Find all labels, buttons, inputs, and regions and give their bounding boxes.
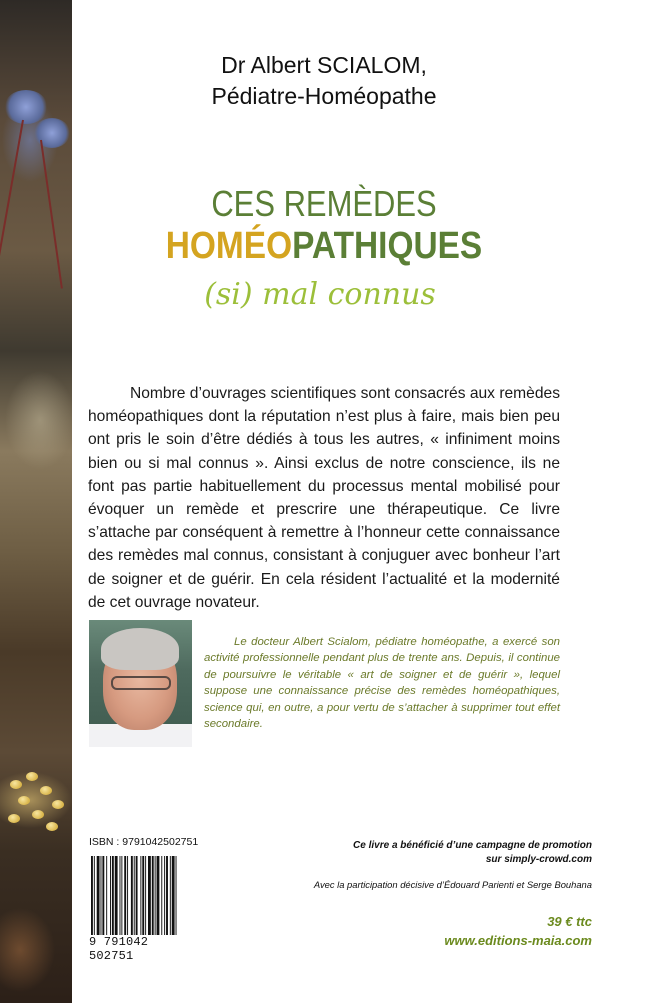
- barcode-bar: [136, 856, 138, 936]
- promo-line-2: sur simply-crowd.com: [485, 854, 592, 865]
- pellet: [26, 772, 38, 781]
- title-homeo: HOMÉO: [165, 225, 293, 267]
- barcode-bar: [106, 856, 107, 936]
- herb-stem: [0, 120, 24, 298]
- barcode-bar: [140, 856, 141, 936]
- barcode-bar: [102, 856, 104, 936]
- title-pathiques: PATHIQUES: [292, 225, 483, 267]
- barcode-bar: [172, 856, 175, 936]
- pellet: [10, 780, 22, 789]
- barcode-bar: [155, 856, 156, 936]
- barcode-bar: [127, 856, 128, 936]
- barcode-bar: [97, 856, 100, 936]
- barcode-bar: [91, 856, 93, 936]
- isbn-label: ISBN : 9791042502751: [89, 836, 199, 848]
- pellet: [40, 786, 52, 795]
- barcode-bar: [112, 856, 114, 936]
- participation-credit: Avec la participation décisive d’Édouard Parienti et Serge Bouhana: [313, 879, 592, 890]
- pellet: [8, 814, 20, 823]
- publisher-website: www.editions-maia.com: [444, 933, 592, 948]
- barcode-bar: [115, 856, 118, 936]
- barcode-bar: [166, 856, 168, 936]
- barcode-bar: [131, 856, 133, 936]
- pellet: [46, 822, 58, 831]
- herb-stem: [40, 140, 63, 289]
- barcode-bar: [134, 856, 135, 936]
- pellet: [18, 796, 30, 805]
- pellet: [32, 810, 44, 819]
- author-bio: Le docteur Albert Scialom, pédiatre homéopathe, a exercé son activité professionnelle pendant plus de trente ans. Depuis, il continue de poursuivre le véritable « art de soigner et de guérir », lequel suppose une connaissance précise des remèdes homéopathiques, science qui, en outre, a pour vertu de s’attacher à supprimer tout effet secondaire.: [204, 636, 560, 731]
- promo-notice: [353, 839, 592, 867]
- cover-photo-strip: [0, 0, 72, 1003]
- promo-line-1: Ce livre a bénéficié d’une campagne de promotion: [353, 840, 592, 851]
- barcode-bar: [124, 856, 126, 936]
- barcode-bar: [157, 856, 160, 936]
- author-block: [96, 50, 552, 112]
- barcode-bar: [176, 856, 177, 936]
- barcode-bar: [142, 856, 144, 936]
- back-cover-blurb: Nombre d’ouvrages scientifiques sont consacrés aux remèdes homéopathiques dont la réputation n’est plus à faire, mais bien peu ont pris le soin d’être dédiés à tous les autres, « infiniment moins bien ou si mal connus ». Ainsi exclus de notre conscience, ils ne font pas partie habituellement du processus mental mobilisé pour évoquer un remède et prescrire une thérapeutique. Ce livre s’attache par conséquent à remettre à l’honneur cette connaissance des remèdes mal connus, consistant à conjuguer avec bonheur l’art de soigner et de guérir. En cela résident l’actualité et la modernité de cet ouvrage novateur.: [88, 385, 560, 611]
- title-line-2: [123, 224, 524, 268]
- barcode-bar: [152, 856, 154, 936]
- barcode-bar: [94, 856, 95, 936]
- author-photo: [89, 620, 192, 747]
- barcode-bar: [164, 856, 165, 936]
- lavender-tuft: [34, 118, 70, 148]
- title-subtitle-script: (si) mal connus: [204, 277, 436, 312]
- pellet: [52, 800, 64, 809]
- barcode-bar: [170, 856, 171, 936]
- barcode-bar: [145, 856, 146, 936]
- barcode-bar: [148, 856, 151, 936]
- barcode-bar: [121, 856, 122, 936]
- barcode-bar: [120, 856, 121, 936]
- author-role: Pédiatre-Homéopathe: [211, 83, 437, 109]
- barcode-bar: [161, 856, 162, 936]
- barcode-bar: [110, 856, 111, 936]
- title-line-1: CES REMÈDES: [211, 183, 437, 224]
- barcode-digits: 9 791042 502751: [89, 935, 199, 963]
- barcode-bar: [101, 856, 102, 936]
- price: 39 € ttc: [547, 914, 592, 929]
- author-name: Dr Albert SCIALOM,: [221, 52, 427, 78]
- lavender-tuft: [4, 90, 48, 124]
